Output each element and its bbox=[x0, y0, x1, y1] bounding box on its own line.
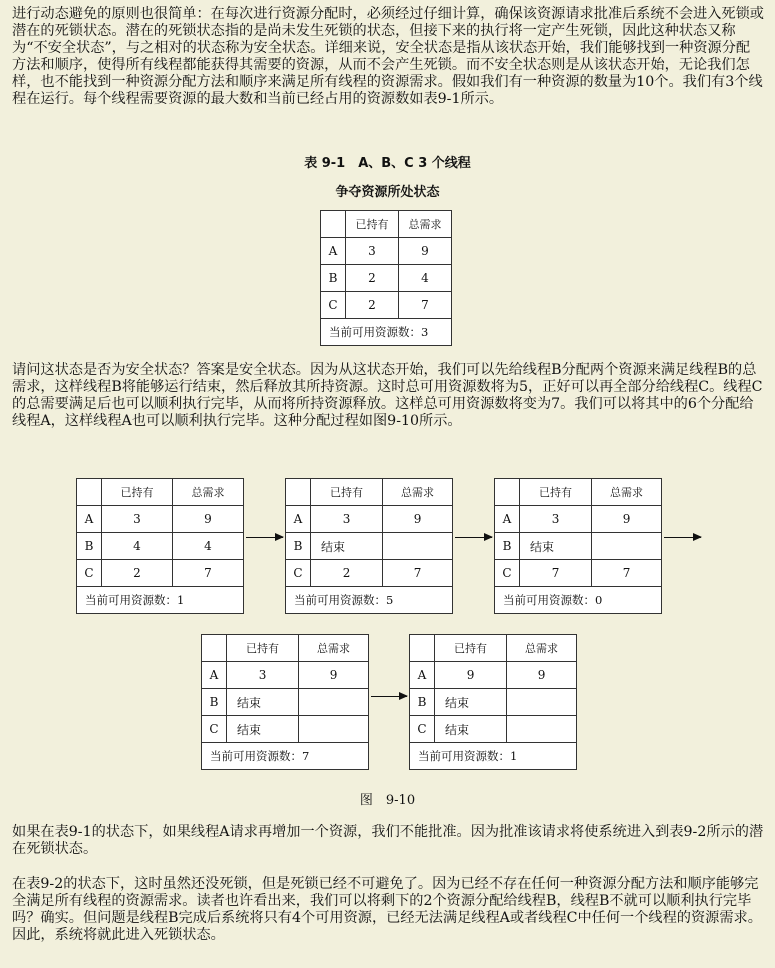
need-value bbox=[299, 689, 369, 716]
header-held: 已持有 bbox=[227, 635, 299, 662]
need-value bbox=[507, 689, 577, 716]
figure-state-4 bbox=[201, 634, 369, 770]
need-value: 9 bbox=[383, 506, 453, 533]
row-name: C bbox=[410, 716, 435, 743]
row-name: B bbox=[410, 689, 435, 716]
row-name: C bbox=[321, 292, 346, 319]
header-need: 总需求 bbox=[398, 211, 451, 238]
need-value: 4 bbox=[172, 533, 243, 560]
row-name: B bbox=[77, 533, 102, 560]
header-held: 已持有 bbox=[435, 635, 507, 662]
table-subtitle: 争夺资源所处状态 bbox=[335, 185, 440, 200]
need-value: 9 bbox=[398, 238, 451, 265]
held-value: 4 bbox=[102, 533, 173, 560]
need-value: 4 bbox=[398, 265, 451, 292]
held-value: 3 bbox=[227, 662, 299, 689]
held-value: 3 bbox=[311, 506, 383, 533]
held-value: 9 bbox=[435, 662, 507, 689]
paragraph-intro: 进行动态避免的原则也很简单：在每次进行资源分配时，必须经过仔细计算，确保该资源请求批准后系统不会进入死锁或潜在的死锁状态。潜在的死锁状态指的是尚未发生死锁的状态，但接下来的执行将一定产生死锁，因此这种状态又称为“不安全状态”，与之相对的状态称为安全状态。详细来说，安全状态是指从该状态开始，我们能够找到一种资源分配方法和顺序，使得所有线程都能获得其需要的资源，从而不会产生死锁。而不安全状态则是从该状态开始，无论我们怎样，也不能找到一种资源分配方法和顺序来满足所有线程的资源需求。假如我们有一种资源的数量为10个。我们有3个线程在运行。每个线程需要资源的最大数和当前已经占用的资源数如表9-1所示。 bbox=[12, 6, 764, 107]
held-value: 3 bbox=[102, 506, 173, 533]
need-value bbox=[383, 533, 453, 560]
figure-state-2 bbox=[285, 478, 453, 614]
figure-state-5 bbox=[409, 634, 577, 770]
need-value: 7 bbox=[398, 292, 451, 319]
need-value bbox=[299, 716, 369, 743]
row-name: B bbox=[495, 533, 520, 560]
available-resources: 当前可用资源数：3 bbox=[321, 319, 452, 346]
need-value bbox=[507, 716, 577, 743]
header-held: 已持有 bbox=[520, 479, 592, 506]
held-value: 7 bbox=[520, 560, 592, 587]
held-value: 2 bbox=[102, 560, 173, 587]
need-value: 7 bbox=[172, 560, 243, 587]
need-value: 9 bbox=[299, 662, 369, 689]
arrow-icon bbox=[455, 537, 492, 538]
header-need: 总需求 bbox=[383, 479, 453, 506]
need-value: 9 bbox=[507, 662, 577, 689]
need-value: 9 bbox=[592, 506, 662, 533]
held-value: 2 bbox=[346, 265, 399, 292]
row-name: B bbox=[286, 533, 311, 560]
arrow-icon bbox=[246, 537, 283, 538]
row-name: C bbox=[202, 716, 227, 743]
row-name: A bbox=[321, 238, 346, 265]
table-title: 表 9-1 A、B、C 3 个线程 bbox=[304, 156, 471, 171]
available-resources: 当前可用资源数：5 bbox=[286, 587, 453, 614]
header-held: 已持有 bbox=[346, 211, 399, 238]
table-9-1 bbox=[320, 210, 452, 346]
row-name: C bbox=[77, 560, 102, 587]
header-need: 总需求 bbox=[592, 479, 662, 506]
held-value: 结束 bbox=[227, 716, 299, 743]
available-resources: 当前可用资源数：7 bbox=[202, 743, 369, 770]
held-value: 结束 bbox=[435, 689, 507, 716]
header-need: 总需求 bbox=[172, 479, 243, 506]
figure-state-1 bbox=[76, 478, 244, 614]
held-value: 2 bbox=[346, 292, 399, 319]
paragraph-unsafe-request: 如果在表9-1的状态下，如果线程A请求再增加一个资源，我们不能批准。因为批准该请求将使系统进入到表9-2所示的潜在死锁状态。 bbox=[12, 824, 764, 857]
header-held: 已持有 bbox=[102, 479, 173, 506]
row-name: B bbox=[202, 689, 227, 716]
row-name: A bbox=[286, 506, 311, 533]
arrow-icon bbox=[664, 537, 701, 538]
paragraph-safe-state: 请问这状态是否为安全状态？答案是安全状态。因为从这状态开始，我们可以先给线程B分配两个资源来满足线程B的总需求，这样线程B将能够运行结束，然后释放其所持资源。这时总可用资源数将为5，正好可以再全部分给线程C。线程C的总需要满足后也可以顺利执行完毕，从而将所持资源释放。这样总可用资源数将变为7。我们可以将其中的6个分配给线程A，这样线程A也可以顺利执行完毕。这种分配过程如图9-10所示。 bbox=[12, 362, 763, 429]
row-name: C bbox=[495, 560, 520, 587]
row-name: B bbox=[321, 265, 346, 292]
need-value bbox=[592, 533, 662, 560]
arrow-icon bbox=[371, 696, 407, 697]
available-resources: 当前可用资源数：1 bbox=[77, 587, 244, 614]
row-name: A bbox=[202, 662, 227, 689]
held-value: 结束 bbox=[520, 533, 592, 560]
header-held: 已持有 bbox=[311, 479, 383, 506]
row-name: A bbox=[410, 662, 435, 689]
held-value: 结束 bbox=[227, 689, 299, 716]
header-need: 总需求 bbox=[299, 635, 369, 662]
paragraph-deadlock: 在表9-2的状态下，这时虽然还没死锁，但是死锁已经不可避免了。因为已经不存在任何一种资源分配方法和顺序能够完全满足所有线程的资源需求。读者也许看出来，我们可以将剩下的2个资源分配给线程B，线程B不就可以顺利执行完毕吗？确实。但问题是线程B完成后系统将只有4个可用资源，已经无法满足线程A或者线程C中任何一个线程的资源需求。因此，系统将就此进入死锁状态。 bbox=[12, 876, 762, 943]
row-name: A bbox=[495, 506, 520, 533]
header-need: 总需求 bbox=[507, 635, 577, 662]
need-value: 7 bbox=[592, 560, 662, 587]
figure-state-3 bbox=[494, 478, 662, 614]
held-value: 2 bbox=[311, 560, 383, 587]
row-name: C bbox=[286, 560, 311, 587]
held-value: 结束 bbox=[311, 533, 383, 560]
need-value: 7 bbox=[383, 560, 453, 587]
available-resources: 当前可用资源数：1 bbox=[410, 743, 577, 770]
row-name: A bbox=[77, 506, 102, 533]
need-value: 9 bbox=[172, 506, 243, 533]
held-value: 3 bbox=[520, 506, 592, 533]
figure-caption: 图 9-10 bbox=[359, 793, 416, 808]
available-resources: 当前可用资源数：0 bbox=[495, 587, 662, 614]
held-value: 3 bbox=[346, 238, 399, 265]
held-value: 结束 bbox=[435, 716, 507, 743]
